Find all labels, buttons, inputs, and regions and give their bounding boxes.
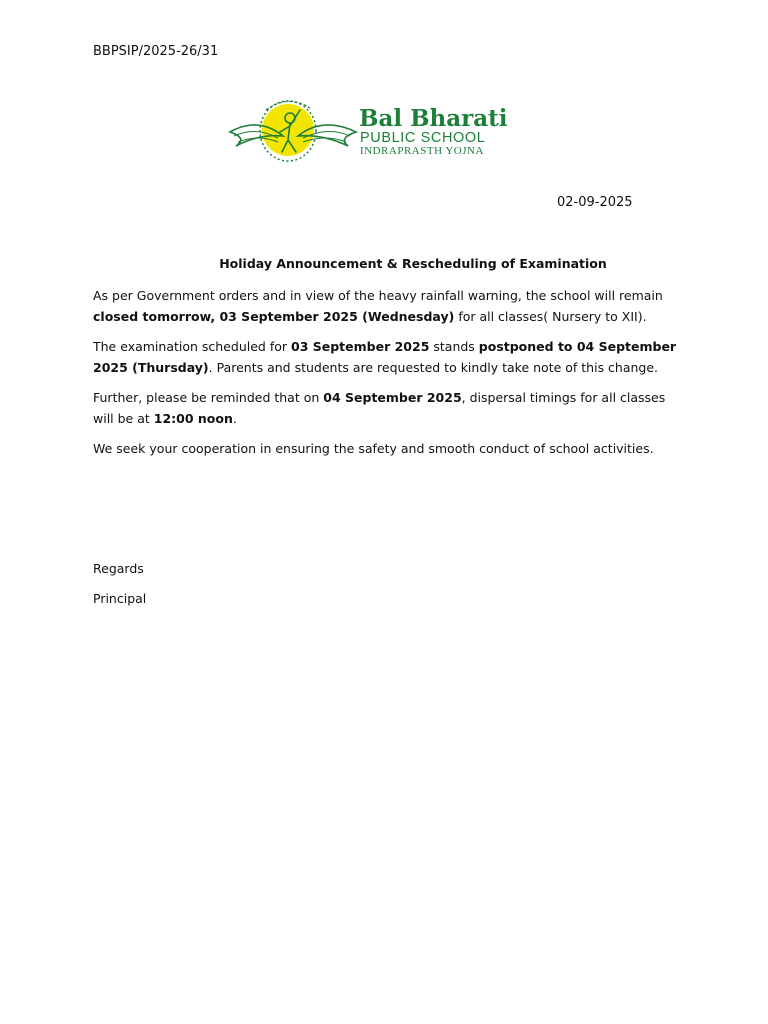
school-logo — [228, 96, 528, 166]
reference-number: BBPSIP/2025-26/31 — [93, 44, 219, 59]
notice-body — [93, 286, 683, 470]
notice-title: Holiday Announcement & Rescheduling of Examination — [219, 256, 607, 271]
paragraph-exam-postponement: The examination scheduled for 03 September 2025 stands postponed to 04 September 2025 (Thursday). Parents and students are requested to kindly take note of this change. — [93, 339, 677, 375]
paragraph-cooperation: We seek your cooperation in ensuring the safety and smooth conduct of school activities. — [93, 441, 654, 456]
signatory: Principal — [93, 591, 147, 606]
letter-date: 02-09-2025 — [557, 195, 633, 210]
paragraph-dispersal-timing: Further, please be reminded that on 04 September 2025, dispersal timings for all classes will be at 12:00 noon. — [93, 390, 666, 426]
logo-name-line1: Bal Bharati — [359, 105, 508, 132]
regards-text: Regards — [93, 561, 144, 576]
logo-name-line3: INDRAPRASTH YOJNA — [360, 145, 484, 157]
paragraph-closure: As per Government orders and in view of the heavy rainfall warning, the school will remain closed tomorrow, 03 September 2025 (Wednesday) for all classes( Nursery to XII). — [93, 288, 663, 324]
logo-name-line2: PUBLIC SCHOOL — [360, 130, 486, 146]
